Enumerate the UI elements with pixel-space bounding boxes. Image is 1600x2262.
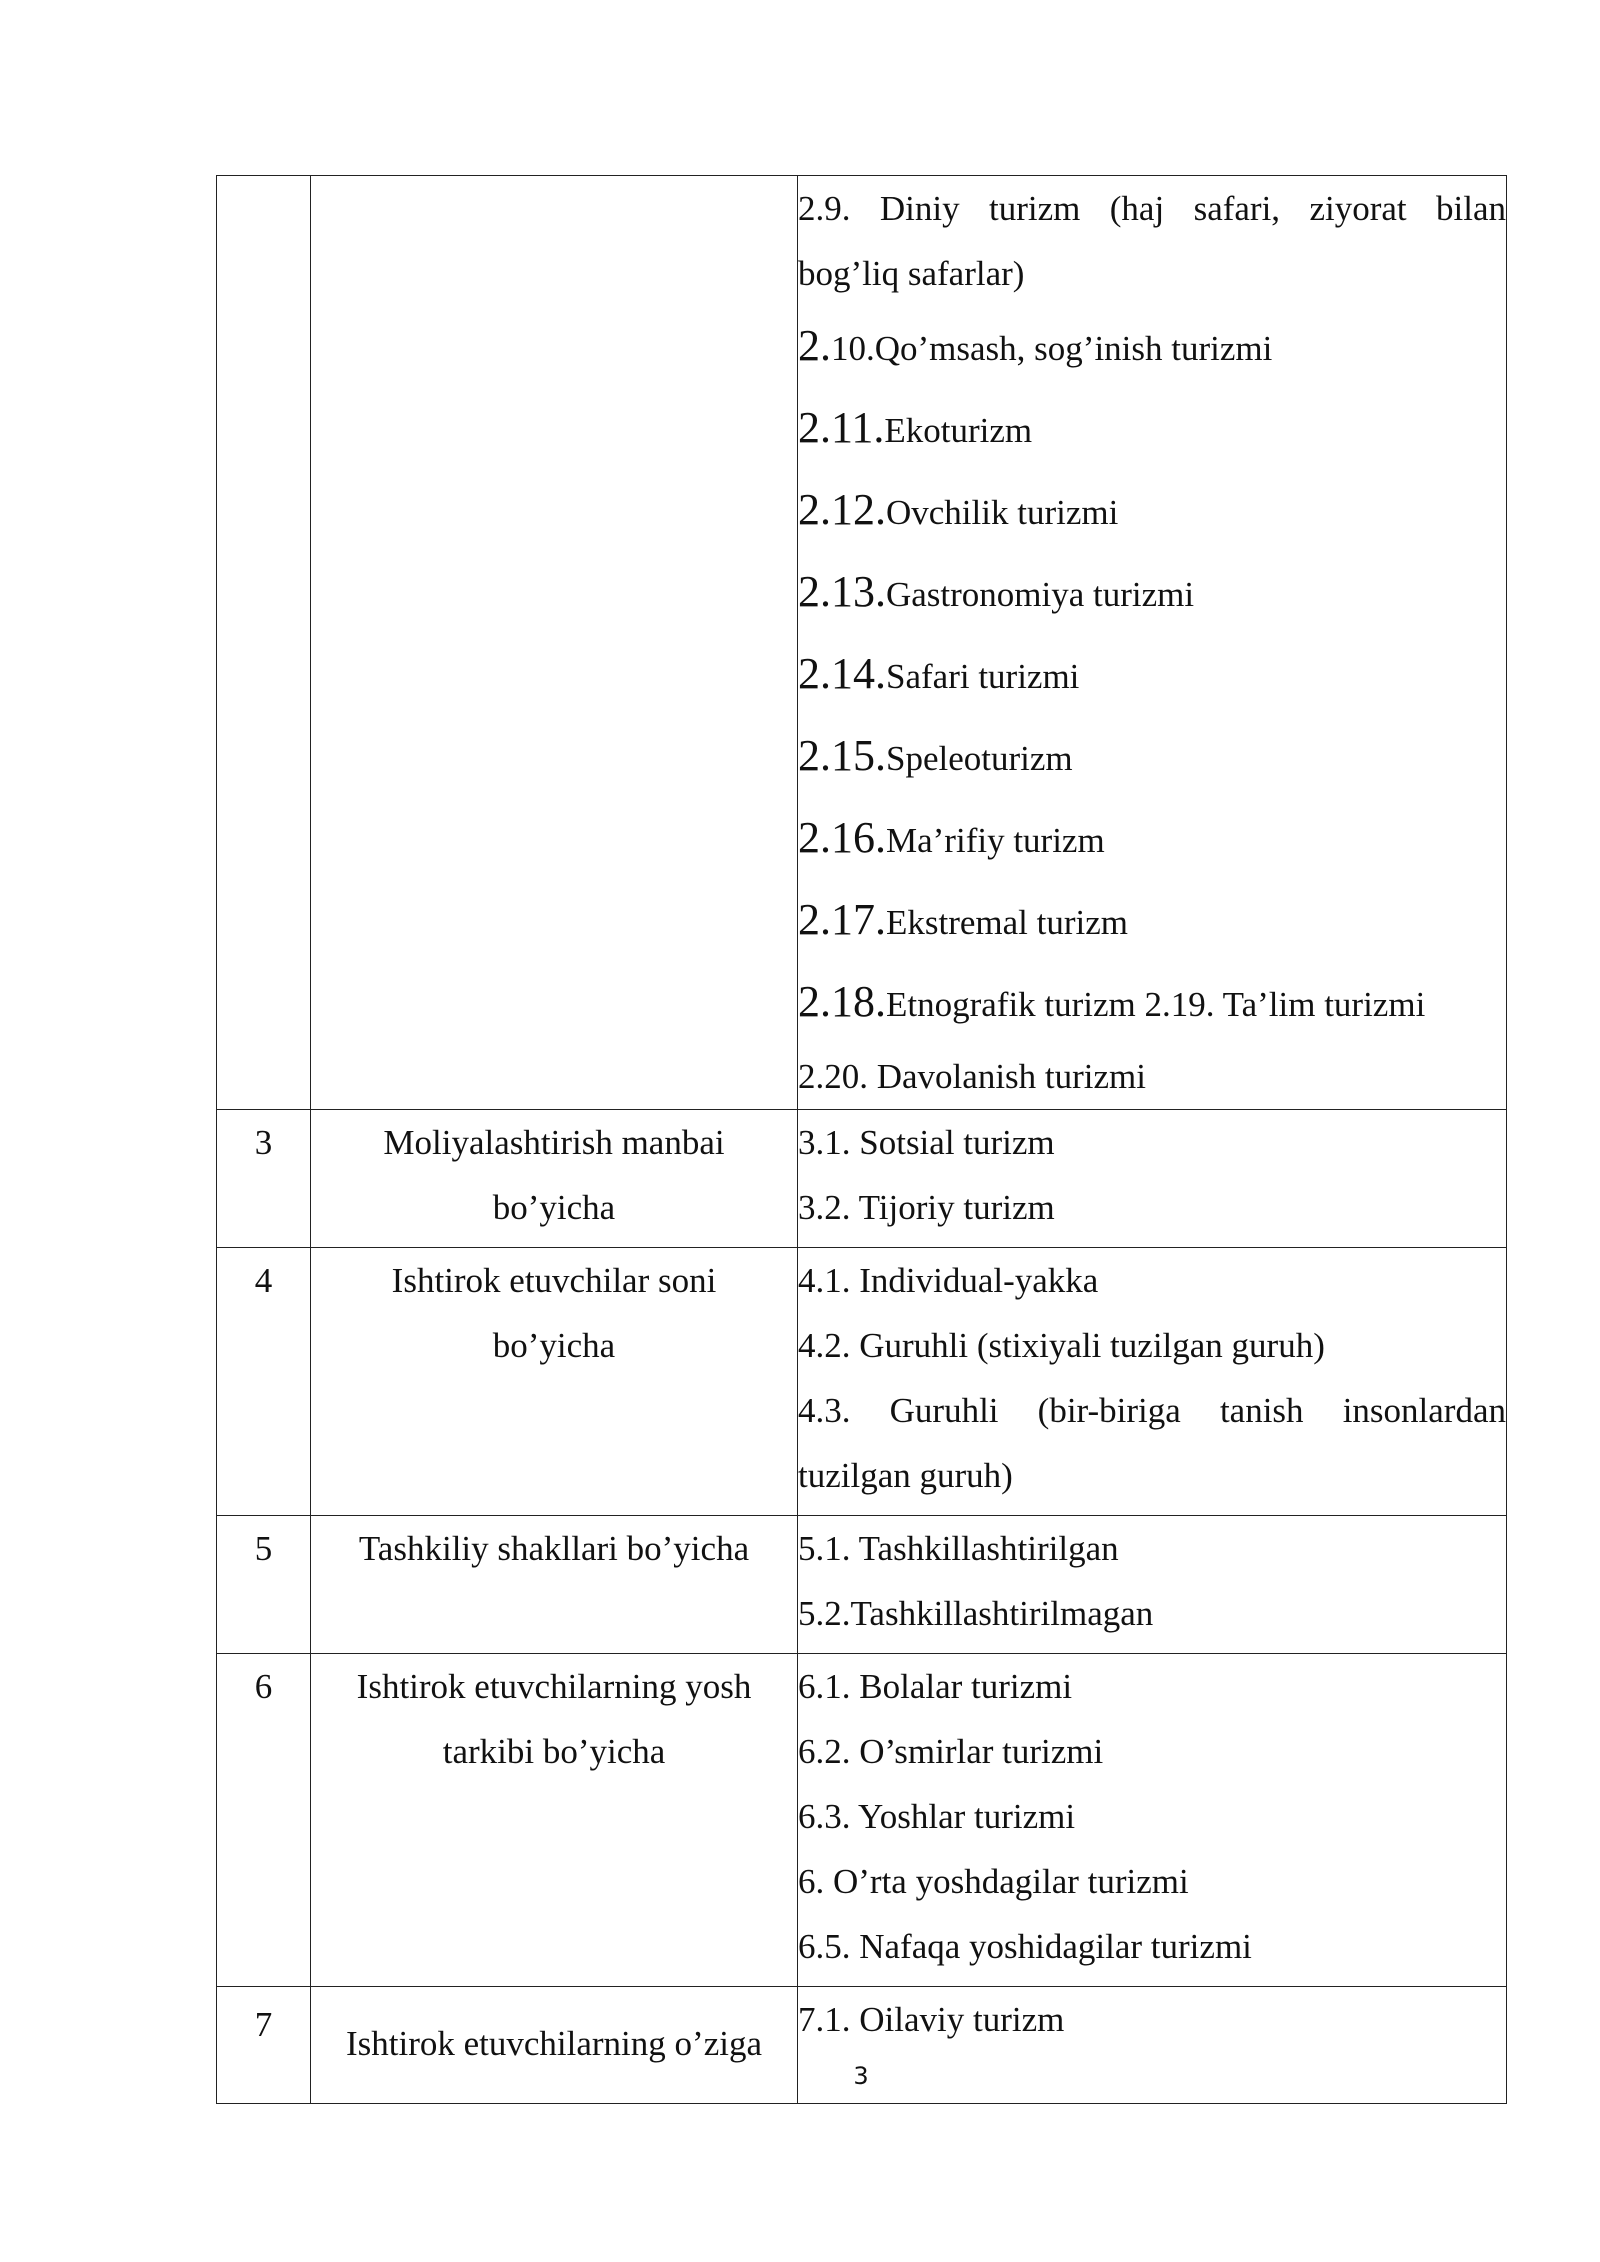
table-row [217, 1248, 1507, 1516]
list-item: 3.2. Tijoriy turizm [798, 1188, 1055, 1227]
item-number: 2.17. [798, 895, 886, 944]
criterion-line: Tashkiliy shakllari bo’yicha [358, 1529, 750, 1568]
item-number: 2.18. [798, 977, 886, 1026]
item-text: Gastronomiya turizmi [886, 575, 1195, 614]
list-item: 4.3. Guruhli (bir-biriga tanish insonlardan [798, 1391, 1506, 1430]
list-item: bog’liq safarlar) [798, 254, 1025, 293]
items-cell [798, 1654, 1507, 1987]
criterion-line: Ishtirok etuvchilarning o’ziga [346, 2024, 762, 2063]
list-item: 6. O’rta yoshdagilar turizmi [798, 1862, 1189, 1901]
page-number: 3 [853, 2062, 869, 2090]
item-number: 2.12. [798, 485, 886, 534]
row-number-cell: 5 [217, 1516, 311, 1654]
list-item: tuzilgan guruh) [798, 1456, 1013, 1495]
item-number: 2. [798, 321, 831, 370]
list-item: 5.2.Tashkillashtirilmagan [798, 1594, 1154, 1633]
list-item [798, 798, 1506, 880]
item-text: 10.Qo’msash, sog’inish turizmi [831, 329, 1273, 368]
criterion-line: Moliyalashtirish manbai [383, 1123, 725, 1162]
item-number: 2.13. [798, 567, 886, 616]
list-item: 5.1. Tashkillashtirilgan [798, 1529, 1119, 1568]
list-item [798, 634, 1506, 716]
row-number-cell: 6 [217, 1654, 311, 1987]
table-row [217, 1516, 1507, 1654]
list-item: 7.1. Oilaviy turizm [798, 2000, 1065, 2039]
list-item [798, 552, 1506, 634]
row-number-cell [217, 176, 311, 1110]
items-cell [798, 1110, 1507, 1248]
items-cell [798, 1248, 1507, 1516]
criterion-line: Ishtirok etuvchilarning yosh [356, 1667, 752, 1706]
item-text: Speleoturizm [886, 739, 1073, 778]
list-item: 2.9. Diniy turizm (haj safari, ziyorat bilan [798, 189, 1506, 228]
list-item: 2.20. Davolanish turizmi [798, 1057, 1147, 1096]
criterion-cell [311, 1110, 798, 1248]
tourism-classification-table [216, 175, 1507, 2104]
item-text: Ma’rifiy turizm [886, 821, 1105, 860]
items-cell [798, 1516, 1507, 1654]
row-number-cell: 4 [217, 1248, 311, 1516]
criterion-cell [311, 1516, 798, 1654]
item-number: 2.11. [798, 403, 885, 452]
criterion-line: bo’yicha [492, 1326, 616, 1365]
table-row [217, 1110, 1507, 1248]
row-number-cell: 3 [217, 1110, 311, 1248]
item-text: Ekoturizm [884, 411, 1033, 450]
table-row [217, 1654, 1507, 1987]
item-number: 2.16. [798, 813, 886, 862]
item-number: 2.14. [798, 649, 886, 698]
items-cell [798, 176, 1507, 1110]
criterion-line: bo’yicha [492, 1188, 616, 1227]
criterion-cell [311, 176, 798, 1110]
list-item [798, 306, 1506, 388]
item-text: Ovchilik turizmi [886, 493, 1119, 532]
criterion-line: tarkibi bo’yicha [442, 1732, 666, 1771]
table-row [217, 176, 1507, 1110]
list-item [798, 716, 1506, 798]
list-item: 4.2. Guruhli (stixiyali tuzilgan guruh) [798, 1326, 1325, 1365]
list-item [798, 880, 1506, 962]
item-text: Safari turizmi [886, 657, 1080, 696]
list-item [798, 388, 1506, 470]
criterion-line: Ishtirok etuvchilar soni [391, 1261, 717, 1300]
item-text: Etnografik turizm 2.19. Ta’lim turizmi [886, 985, 1426, 1024]
list-item: 6.3. Yoshlar turizmi [798, 1797, 1076, 1836]
list-item [798, 470, 1506, 552]
list-item: 6.5. Nafaqa yoshidagilar turizmi [798, 1927, 1252, 1966]
list-item: 3.1. Sotsial turizm [798, 1123, 1055, 1162]
criterion-cell [311, 1248, 798, 1516]
list-item [798, 962, 1506, 1044]
list-item: 6.1. Bolalar turizmi [798, 1667, 1073, 1706]
criterion-cell [311, 1654, 798, 1987]
row-number: 7 [254, 2005, 273, 2044]
item-text: Ekstremal turizm [886, 903, 1129, 942]
item-number: 2.15. [798, 731, 886, 780]
list-item: 4.1. Individual-yakka [798, 1261, 1099, 1300]
list-item: 6.2. O’smirlar turizmi [798, 1732, 1104, 1771]
